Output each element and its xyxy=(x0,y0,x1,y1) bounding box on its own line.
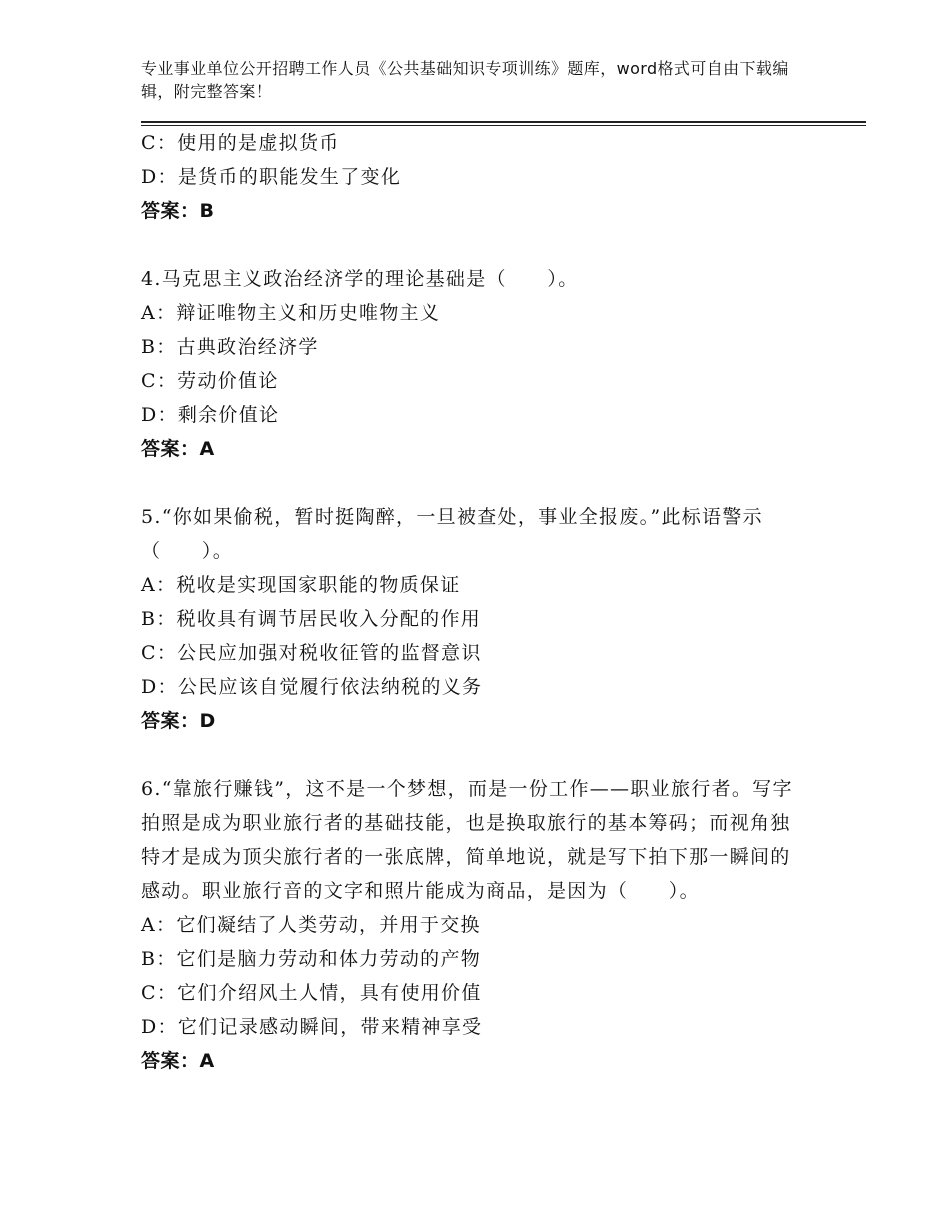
option-d: D：剩余价值论 xyxy=(141,404,280,426)
option-b: B：古典政治经济学 xyxy=(141,336,319,358)
option-c: C：使用的是虚拟货币 xyxy=(141,132,340,154)
answer-line: 答案：A xyxy=(141,438,215,460)
option-b: B：它们是脑力劳动和体力劳动的产物 xyxy=(141,948,482,970)
option-d: D：公民应该自觉履行依法纳税的义务 xyxy=(141,676,483,698)
spacer xyxy=(141,228,806,262)
spacer xyxy=(141,466,806,500)
option-c: C：劳动价值论 xyxy=(141,370,279,392)
option-a: A：它们凝结了人类劳动，并用于交换 xyxy=(141,914,481,936)
answer-line: 答案：A xyxy=(141,1050,215,1072)
question-stem: 4.马克思主义政治经济学的理论基础是（ ）。 xyxy=(141,268,579,290)
answer-line: 答案：B xyxy=(141,200,215,222)
header-divider-thick xyxy=(141,121,866,123)
option-a: A：税收是实现国家职能的物质保证 xyxy=(141,574,461,596)
option-c: C：它们介绍风土人情，具有使用价值 xyxy=(141,982,482,1004)
option-d: D：它们记录感动瞬间，带来精神享受 xyxy=(141,1016,483,1038)
option-a: A：辩证唯物主义和历史唯物主义 xyxy=(141,302,441,324)
question-block-4 xyxy=(141,262,806,466)
option-b: B：税收具有调节居民收入分配的作用 xyxy=(141,608,482,630)
question-list xyxy=(141,126,806,1078)
question-block-5 xyxy=(141,500,806,738)
option-c: C：公民应加强对税收征管的监督意识 xyxy=(141,642,482,664)
option-d: D：是货币的职能发生了变化 xyxy=(141,166,402,188)
answer-line: 答案：D xyxy=(141,710,216,732)
question-block-6 xyxy=(141,772,806,1078)
question-stem: 5.“你如果偷税，暂时挺陶醉，一旦被查处，事业全报废。”此标语警示（ ）。 xyxy=(141,506,763,562)
document-header: 专业事业单位公开招聘工作人员《公共基础知识专项训练》题库，word格式可自由下载编辑，附完整答案！ xyxy=(141,59,789,101)
question-block-prev xyxy=(141,126,806,228)
spacer xyxy=(141,738,806,772)
question-stem: 6.“靠旅行赚钱”，这不是一个梦想，而是一份工作——职业旅行者。写字拍照是成为职业旅行者的基础技能，也是换取旅行的基本筹码；而视角独特才是成为顶尖旅行者的一张底牌，简单地说，就是写下拍下那一瞬间的感动。职业旅行音的文字和照片能成为商品，是因为（ ）。 xyxy=(141,778,793,902)
